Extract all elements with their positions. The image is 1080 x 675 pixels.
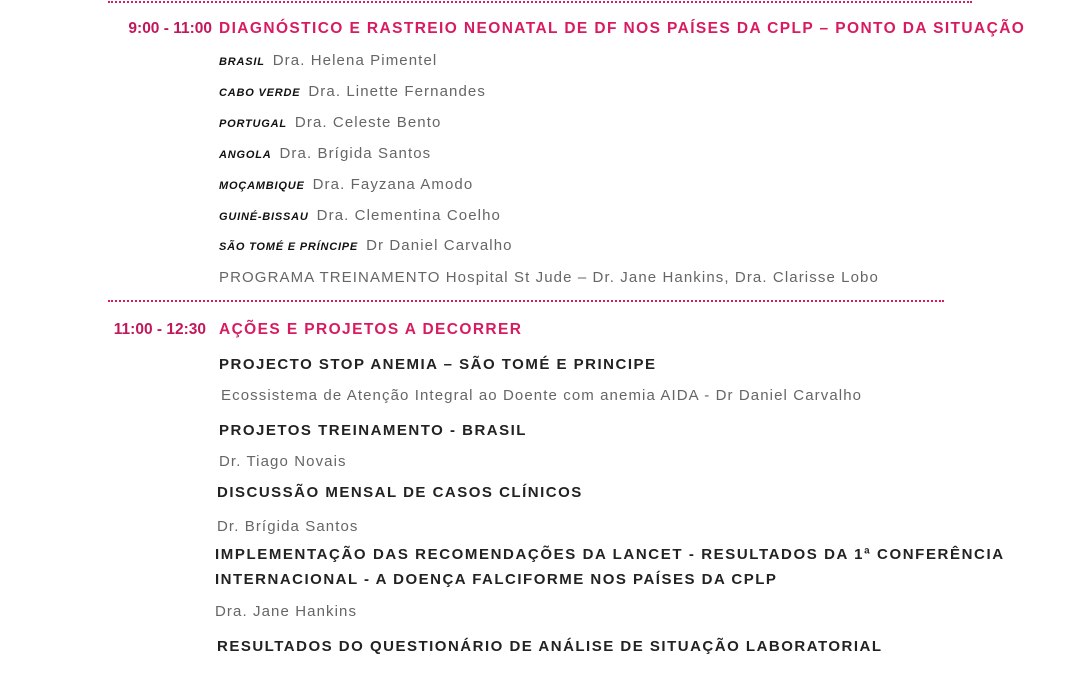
speaker-row [219,237,513,255]
speaker-row [219,52,437,70]
speaker-name: Dra. Fayzana Amodo [312,176,474,193]
item-heading: DISCUSSÃO MENSAL DE CASOS CLÍNICOS [217,484,583,501]
speaker-row [219,83,486,101]
speaker-country: ANGOLA [219,149,272,161]
speaker-name: Dra. Brígida Santos [279,145,432,162]
speaker-country: MOÇAMBIQUE [219,180,305,192]
item-heading: PROJECTO STOP ANEMIA – SÃO TOMÉ E PRINCIPE [219,356,657,373]
speaker-row [219,145,431,163]
item-heading: PROJETOS TREINAMENTO - BRASIL [219,422,527,439]
speaker-name: Dra. Helena Pimentel [272,52,438,69]
item-detail: Dr. Brígida Santos [217,518,359,535]
top-divider [108,1,972,3]
item-detail: Ecossistema de Atenção Integral ao Doente com anemia AIDA - Dr Daniel Carvalho [221,387,863,404]
speaker-country: BRASIL [219,56,265,68]
speaker-name: Dra. Linette Fernandes [308,83,486,100]
speaker-country: CABO VERDE [219,87,301,99]
speaker-country: SÃO TOMÉ E PRÍNCIPE [219,241,359,253]
item-detail: Dr. Tiago Novais [219,453,347,470]
speaker-row [219,176,473,194]
item-detail: Dra. Jane Hankins [215,603,358,620]
speaker-name: Dra. Celeste Bento [294,114,442,131]
speaker-row [219,207,501,225]
session-title-1: DIAGNÓSTICO E RASTREIO NEONATAL DE DF NOS PAÍSES DA CPLP – PONTO DA SITUAÇÃO [219,20,1026,37]
item-heading: INTERNACIONAL - A DOENÇA FALCIFORME NOS PAÍSES DA CPLP [215,571,778,588]
section-divider [108,300,944,302]
speaker-row [219,114,441,132]
speaker-country: GUINÉ-BISSAU [219,211,309,223]
session-time-1: 9:00 - 11:00 [128,20,212,37]
training-program-line: PROGRAMA TREINAMENTO Hospital St Jude – Dr. Jane Hankins, Dra. Clarisse Lobo [219,269,879,286]
session-title-2: AÇÕES E PROJETOS A DECORRER [219,321,523,338]
speaker-name: Dra. Clementina Coelho [316,207,501,224]
item-heading: RESULTADOS DO QUESTIONÁRIO DE ANÁLISE DE SITUAÇÃO LABORATORIAL [217,638,883,655]
speaker-name: Dr Daniel Carvalho [366,237,513,254]
speaker-country: PORTUGAL [219,118,287,130]
session-time-2: 11:00 - 12:30 [113,321,206,338]
item-heading: IMPLEMENTAÇÃO DAS RECOMENDAÇÕES DA LANCET - RESULTADOS DA 1ª CONFERÊNCIA [215,546,1005,563]
